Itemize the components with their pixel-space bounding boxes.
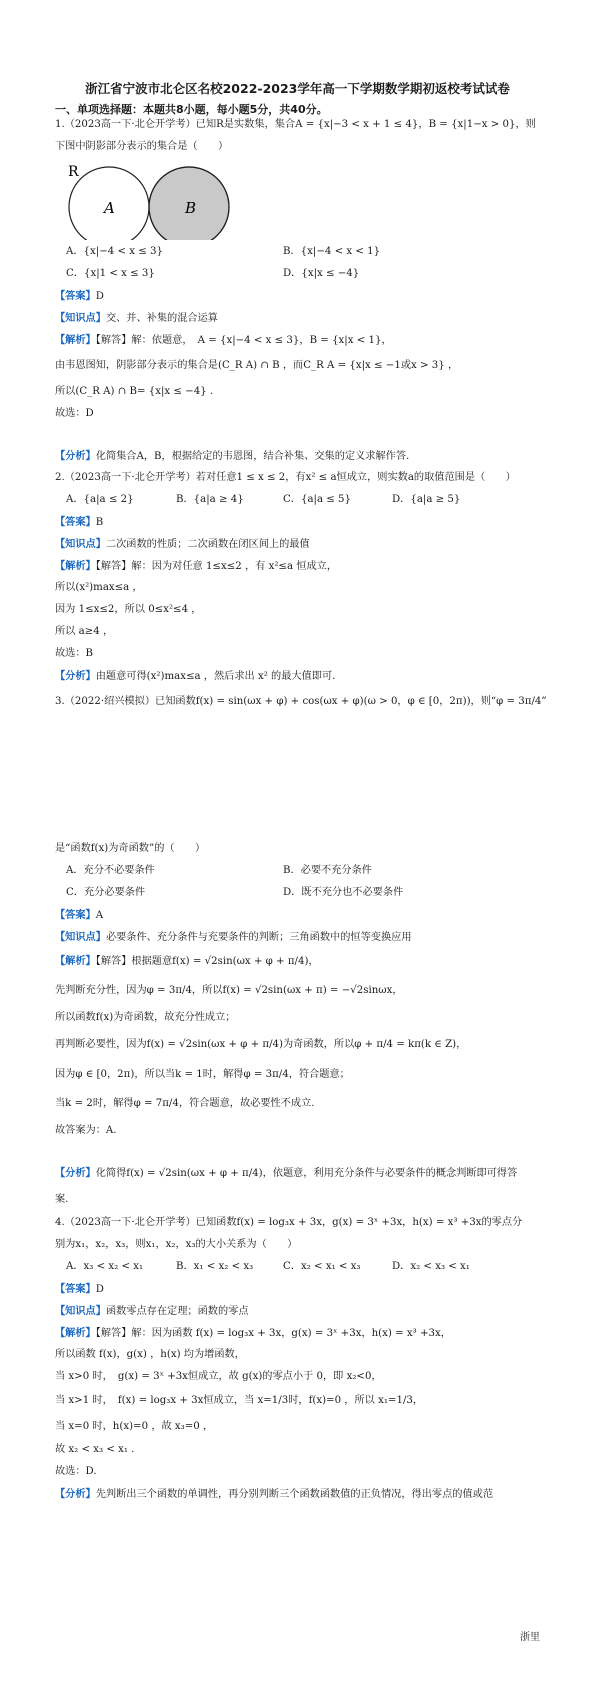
q2-answer: 【答案】B bbox=[55, 516, 104, 528]
q4-stem-line2: 别为x₁，x₂，x₃，则x₁，x₂，x₃的大小关系为（ ） bbox=[55, 1239, 298, 1250]
q1-analysis-line4: 故选：D bbox=[55, 408, 94, 419]
q2-analysis-line3: 因为 1≤x≤2，所以 0≤x²≤4 ， bbox=[55, 604, 202, 615]
q4-analysis-line1: 【解析】【解答】解：因为函数 f(x) = log₃x + 3x，g(x) = 3ˣ +3x，h(x) = x³ +3x， bbox=[55, 1327, 451, 1339]
q4-knowledge: 【知识点】函数零点存在定理；函数的零点 bbox=[55, 1305, 249, 1317]
q3-option-a: A．充分不必要条件 bbox=[66, 865, 155, 876]
q2-stem-line1: 2.（2023高一下·北仑开学考）若对任意1 ≤ x ≤ 2，有x² ≤ a恒成立，则实数a的取值范围是（ ） bbox=[55, 472, 516, 483]
venn-universe-label: R bbox=[68, 164, 79, 180]
q3-analysis-line4: 再判断必要性，因为f(x) = √2sin(ωx + φ + π/4)为奇函数，所以φ + π/4 = kπ(k ∈ Z)， bbox=[55, 1039, 467, 1050]
q1-option-d: D．{x|x ≤ −4} bbox=[283, 268, 360, 279]
q3-analysis-line2: 先判断充分性，因为φ = 3π/4，所以f(x) = √2sin(ωx + π) = −√2sinωx， bbox=[55, 985, 403, 996]
q2-option-a: A．{a|a ≤ 2} bbox=[66, 494, 134, 505]
document-title: 浙江省宁波市北仑区名校2022-2023学年高一下学期数学期初返校考试试卷 bbox=[85, 81, 510, 96]
q1-option-c: C．{x|1 < x ≤ 3} bbox=[66, 268, 155, 279]
q3-analysis-line7: 故答案为：A. bbox=[55, 1125, 117, 1136]
q3-analysis-line3: 所以函数f(x)为奇函数，故充分性成立； bbox=[55, 1012, 236, 1023]
q3-option-d: D．既不充分也不必要条件 bbox=[283, 887, 404, 898]
q1-knowledge: 【知识点】交、并、补集的混合运算 bbox=[55, 312, 218, 324]
venn-diagram bbox=[62, 160, 242, 240]
q1-option-b: B．{x|−4 < x < 1} bbox=[283, 246, 381, 257]
q1-stem-line1: 1.（2023高一下·北仑开学考）已知R是实数集，集合A = {x|−3 < x + 1 ≤ 4}，B = {x|1−x > 0}，则 bbox=[55, 119, 536, 130]
q4-answer: 【答案】D bbox=[55, 1283, 104, 1295]
q1-stem-line2: 下图中阴影部分表示的集合是（ ） bbox=[55, 141, 229, 152]
q4-option-a: A．x₃ < x₂ < x₁ bbox=[66, 1261, 144, 1272]
q2-knowledge: 【知识点】二次函数的性质；二次函数在闭区间上的最值 bbox=[55, 538, 310, 550]
q2-analysis-line4: 所以 a≥4 ， bbox=[55, 626, 114, 637]
q4-stem-line1: 4.（2023高一下·北仑开学考）已知函数f(x) = log₃x + 3x，g(x) = 3ˣ +3x，h(x) = x³ +3x的零点分 bbox=[55, 1217, 523, 1228]
q3-option-b: B．必要不充分条件 bbox=[283, 865, 372, 876]
q4-option-c: C．x₂ < x₁ < x₃ bbox=[283, 1261, 361, 1272]
q3-analysis-line6: 当k = 2时，解得φ = 7π/4，符合题意，故必要性不成立. bbox=[55, 1098, 315, 1109]
q1-analysis-line1: 【解析】【解答】解：依题意， A = {x|−4 < x ≤ 3}，B = {x|x < 1}， bbox=[55, 334, 392, 346]
q2-summary: 【分析】由题意可得(x²)max≤a ，然后求出 x² 的最大值即可. bbox=[55, 670, 336, 682]
q4-analysis-line4: 当 x>1 时， f(x) = log₃x + 3x恒成立，当 x=1/3时，f(x)=0 ，所以 x₁=1/3， bbox=[55, 1395, 424, 1406]
q3-option-c: C．充分必要条件 bbox=[66, 887, 146, 898]
q3-analysis-line1: 【解析】【解答】根据题意f(x) = √2sin(ωx + φ + π/4)， bbox=[55, 955, 319, 967]
q3-summary-line1: 【分析】化简得f(x) = √2sin(ωx + φ + π/4)，依题意，利用充分条件与必要条件的概念判断即可得答 bbox=[55, 1167, 518, 1179]
q4-option-b: B．x₁ < x₂ < x₃ bbox=[176, 1261, 254, 1272]
q4-analysis-line3: 当 x>0 时， g(x) = 3ˣ +3x恒成立，故 g(x)的零点小于 0，即 x₂<0， bbox=[55, 1371, 382, 1382]
q3-knowledge: 【知识点】必要条件、充分条件与充要条件的判断；三角函数中的恒等变换应用 bbox=[55, 931, 412, 943]
q1-analysis-line2: 由韦恩图知，阴影部分表示的集合是(C_R A) ∩ B ，而C_R A = {x|x ≤ −1或x > 3} ， bbox=[55, 360, 459, 371]
q3-stem-line2: 是“函数f(x)为奇函数”的（ ） bbox=[55, 843, 206, 854]
q2-analysis-line5: 故选：B bbox=[55, 648, 94, 659]
q2-analysis-line1: 【解析】【解答】解：因为对任意 1≤x≤2 ，有 x²≤a 恒成立， bbox=[55, 560, 338, 572]
q1-analysis-line3: 所以(C_R A) ∩ B= {x|x ≤ −4} . bbox=[55, 386, 214, 397]
q1-answer: 【答案】D bbox=[55, 290, 104, 302]
q2-option-d: D．{a|a ≥ 5} bbox=[392, 494, 461, 505]
q3-analysis-line5: 因为φ ∈ [0，2π)，所以当k = 1时，解得φ = 3π/4，符合题意； bbox=[55, 1069, 350, 1080]
venn-label-b: B bbox=[185, 199, 197, 217]
q2-analysis-line2: 所以(x²)max≤a ， bbox=[55, 582, 143, 593]
q2-option-c: C．{a|a ≤ 5} bbox=[283, 494, 352, 505]
venn-label-a: A bbox=[104, 199, 115, 217]
q1-option-a: A．{x|−4 < x ≤ 3} bbox=[66, 246, 163, 257]
q4-analysis-line6: 故 x₂ < x₃ < x₁ . bbox=[55, 1444, 135, 1455]
q3-answer: 【答案】A bbox=[55, 909, 104, 921]
q4-summary: 【分析】先判断出三个函数的单调性，再分别判断三个函数函数值的正负情况，得出零点的值或范 bbox=[55, 1488, 494, 1500]
section-heading: 一、单项选择题：本题共8小题，每小题5分，共40分。 bbox=[55, 103, 328, 116]
q3-summary-line2: 案. bbox=[55, 1194, 69, 1205]
q4-analysis-line5: 当 x=0 时，h(x)=0 ，故 x₃=0 ， bbox=[55, 1421, 214, 1432]
q4-analysis-line2: 所以函数 f(x)，g(x) ，h(x) 均为增函数， bbox=[55, 1349, 245, 1360]
q1-summary: 【分析】化简集合A，B，根据给定的韦恩图，结合补集、交集的定义求解作答. bbox=[55, 450, 410, 462]
q4-analysis-line7: 故选：D. bbox=[55, 1466, 97, 1477]
q3-stem-line1: 3.（2022·绍兴模拟）已知函数f(x) = sin(ωx + φ) + cos(ωx + φ)(ω > 0，φ ∈ [0，2π))，则“φ = 3π/4” bbox=[55, 696, 547, 707]
q4-option-d: D．x₂ < x₃ < x₁ bbox=[392, 1261, 470, 1272]
q2-option-b: B．{a|a ≥ 4} bbox=[176, 494, 244, 505]
page-footer: 浙里 bbox=[520, 1632, 540, 1643]
